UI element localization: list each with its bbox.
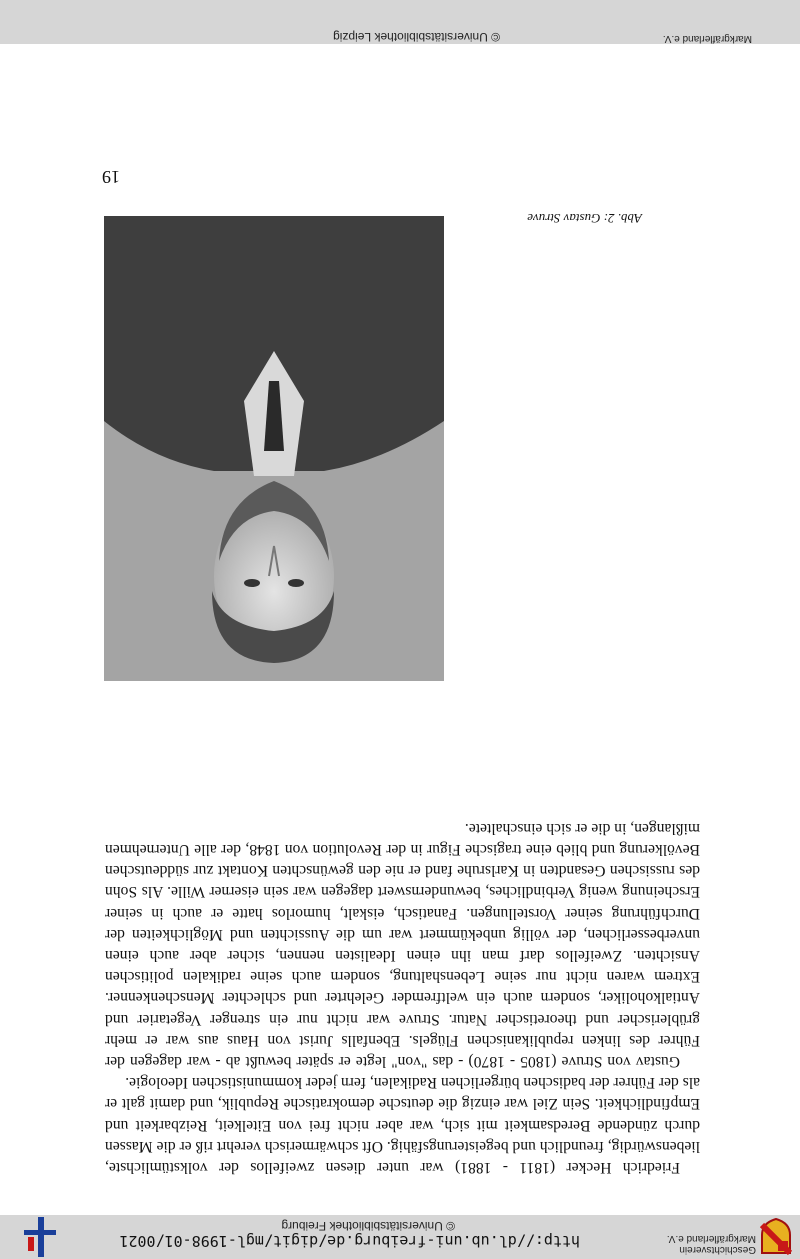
society-name xyxy=(667,1233,756,1255)
society-logo-icon xyxy=(760,1217,792,1255)
header-bar xyxy=(0,1215,800,1259)
page-number: 19 xyxy=(102,167,120,187)
portrait-gustav-struve xyxy=(104,216,444,681)
body-text xyxy=(105,818,700,1178)
footer-bar xyxy=(0,0,800,44)
document-url[interactable]: http://dl.ub.uni-freiburg.de/digit/mgl-1998-01/0021 xyxy=(119,1232,580,1250)
footer-copyright: © Universitätsbibliothek Leipzig xyxy=(333,30,500,44)
paragraph-hecker: Friedrich Hecker (1811 - 1881) war unter diesen zweifellos der volkstümlichste, liebenswürdig, freundlich und begeisterungsfähig. Oft schwärmerisch verehrt riß er die Massen durch zündende Beredsamkeit mit sich, war aber nicht frei von Eitelkeit, Reizbarkeit und Empfindlichkeit. Sein Ziel war einzig die deutsche demokratische Republik, und damit galt er als der Führer der badischen bürgerlichen Radikalen, fern jeder kommunistischen Ideologie. xyxy=(105,1074,700,1176)
figure-caption: Abb. 2: Gustav Struve xyxy=(527,211,642,226)
footer-society: Markgräflerland e.V. xyxy=(662,33,752,44)
library-copyright: © Universitätsbibliothek Freiburg xyxy=(281,1219,455,1233)
paragraph-struve: Gustav von Struve (1805 - 1870) - das "von" legte er später bewußt ab - war dagegen der Führer des linken republikanischen Flügels. Ebenfalls Jurist von Haus aus war er mehr grüblerischer und theoretischer Natur. Struve war nicht nur ein strenger Vegetarier und Antialkoholiker, sondern auch ein weltfremder Gelehrter und schlechter Menschenkenner. Extrem waren nicht nur seine Lebenshaltung, sondern auch seine radikalen politischen Ansichten. Zweifellos darf man ihn einen Idealisten nennen, sicher aber auch einen unverbesserlichen, der völlig unbekümmert war um die Aussichten und Möglichkeiten der Durchführung seiner Vorstellungen. Fanatisch, eiskalt, humorlos hatte er auch in seiner Erscheinung wenig Verbindliches, bewundernswert dagegen war sein eiserner Wille. Als Sohn des russischen Gesandten in Karlsruhe fand er nie den gewünschten Kontakt zur süddeutschen Bevölkerung und blieb eine tragische Figur in der Revolution von 1848, der alle Unternehmen mißlangen, in die er sich einschaltete. xyxy=(105,819,700,1070)
society-line-1: Geschichtsverein xyxy=(679,1244,756,1255)
library-logo-icon xyxy=(22,1217,58,1257)
society-line-2: Markgräflerland e.V. xyxy=(666,1233,756,1244)
